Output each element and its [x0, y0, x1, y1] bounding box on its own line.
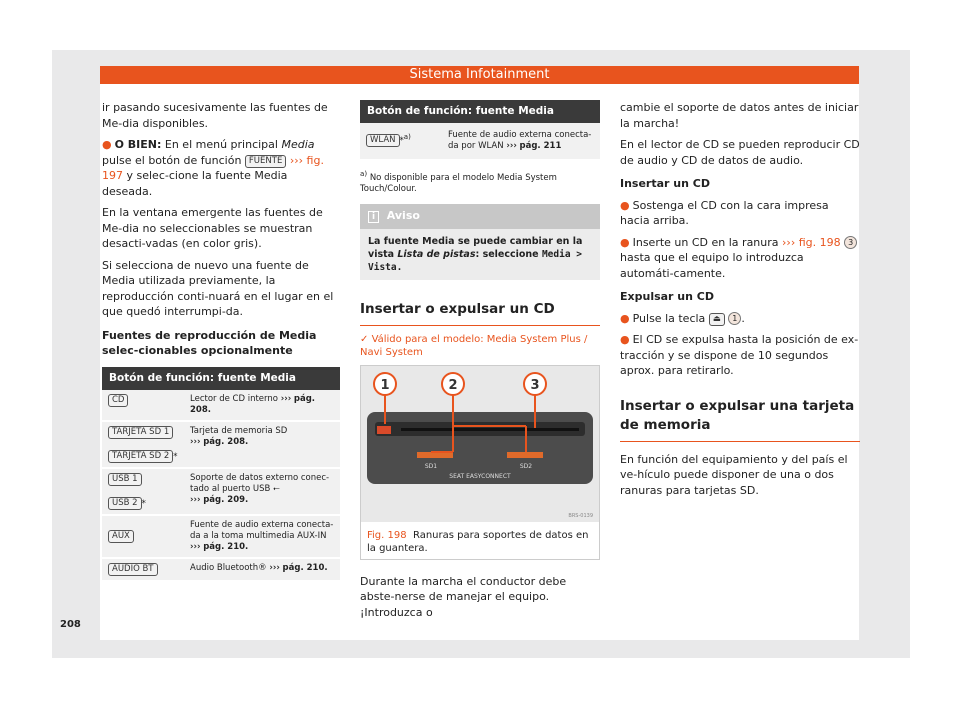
figure-code: BRS-0139	[568, 513, 593, 520]
callout-2: 2	[448, 378, 458, 394]
callout-3: 3	[530, 378, 540, 394]
slot-label: SD1	[424, 463, 438, 471]
bullet-item: ● Pulse la tecla ⏏ 1 .	[620, 311, 745, 325]
table-row: TARJETA SD 1 TARJETA SD 2 * Tarjeta de memoria SD ››› pág. 208.	[102, 421, 340, 468]
usb-icon: ⭠	[273, 483, 280, 494]
fuente-key: FUENTE	[245, 155, 286, 168]
wlan-table	[360, 100, 600, 161]
aviso-box: i Aviso La fuente Media se puede cambiar en la vista Lista de pistas: seleccione Media > Vista.	[360, 204, 600, 281]
figure-caption: Fig. 198 Ranuras para soportes de datos en la guantera.	[367, 529, 589, 554]
eject-icon: ⏏	[709, 313, 725, 326]
subheading: Fuentes de reproducción de Media selec-cionables opcionalmente	[102, 328, 317, 357]
media-sources-table	[102, 367, 340, 582]
table-header: Botón de función: fuente Media	[360, 100, 600, 123]
subheading: Expulsar un CD	[620, 290, 715, 303]
fig-link[interactable]: fig. 197	[102, 153, 324, 182]
section-title-sd: Insertar o expulsar una tarjeta de memoria	[620, 397, 860, 442]
column-3	[620, 100, 860, 504]
validity-note: ✓ Válido para el modelo: Media System Plus / Navi System	[360, 334, 588, 359]
slot-label: SD2	[519, 463, 533, 471]
paragraph: Durante la marcha el conductor debe abste-nerse de manejar el equipo. ¡Introduzca o	[360, 574, 567, 619]
paragraph-o-bien: ● O BIEN: En el menú principal Media pulse el botón de función FUENTE ››› fig. 197 y selec-cione la fuente Media deseada.	[102, 138, 324, 198]
footnote: $^{a)}$ No disponible para el modelo Media System Touch/Colour.	[360, 169, 557, 194]
table-row: AUX Fuente de audio externa conecta-da a la toma multimedia AUX-IN ››› pág. 210.	[102, 515, 340, 558]
bullet-item: ● El CD se expulsa hasta la posición de ex-tracción y se dispone de 10 segundos aprox. para retirarlo.	[620, 333, 859, 377]
table-row: AUDIO BT Audio Bluetooth® ››› pág. 210.	[102, 558, 340, 581]
brand-label: SEAT EASYCONNECT	[449, 473, 511, 481]
paragraph: En la ventana emergente las fuentes de Me-dia no seleccionables se muestran desacti-vadas (en color gris).	[102, 206, 323, 250]
bullet-item: ● Inserte un CD en la ranura ››› fig. 198 3 hasta que el equipo lo introduzca automáti-camente.	[620, 235, 860, 282]
page-number: 208	[60, 619, 81, 630]
table-row: USB 1 USB 2 * Soporte de datos externo conec-tado al puerto USB ⭠ ››› pág. 209.	[102, 468, 340, 515]
table-header: Botón de función: fuente Media	[102, 367, 340, 390]
info-icon: i	[368, 211, 379, 223]
table-row: CD Lector de CD interno ››› pág. 208.	[102, 390, 340, 421]
column-1	[102, 100, 340, 582]
bullet-item: ● Sostenga el CD con la cara impresa hacia arriba.	[620, 198, 829, 227]
paragraph: ir pasando sucesivamente las fuentes de Me-dia disponibles.	[102, 101, 328, 130]
subheading: Insertar un CD	[620, 177, 710, 190]
section-title-cd: Insertar o expulsar un CD	[360, 300, 600, 326]
callout-1: 1	[380, 378, 390, 394]
paragraph: En el lector de CD se pueden reproducir CD de audio y CD de datos de audio.	[620, 138, 860, 167]
figure-198	[360, 365, 600, 560]
paragraph: Si selecciona de nuevo una fuente de Media utilizada previamente, la reproducción conti-nuará en el lugar en el que quedó interrumpi-da.	[102, 258, 334, 318]
bullet: ●	[102, 138, 112, 151]
column-2	[360, 100, 600, 626]
page-header: Sistema Infotainment	[100, 66, 859, 84]
table-row: WLAN *$^{a)}$ Fuente de audio externa conecta-da por WLAN ››› pág. 211	[360, 123, 600, 160]
paragraph: cambie el soporte de datos antes de iniciar la marcha!	[620, 101, 859, 130]
paragraph: En función del equipamiento y del país el ve-hículo puede disponer de una o dos ranuras para tarjetas SD.	[620, 452, 848, 497]
glovebox-illustration	[361, 366, 599, 522]
